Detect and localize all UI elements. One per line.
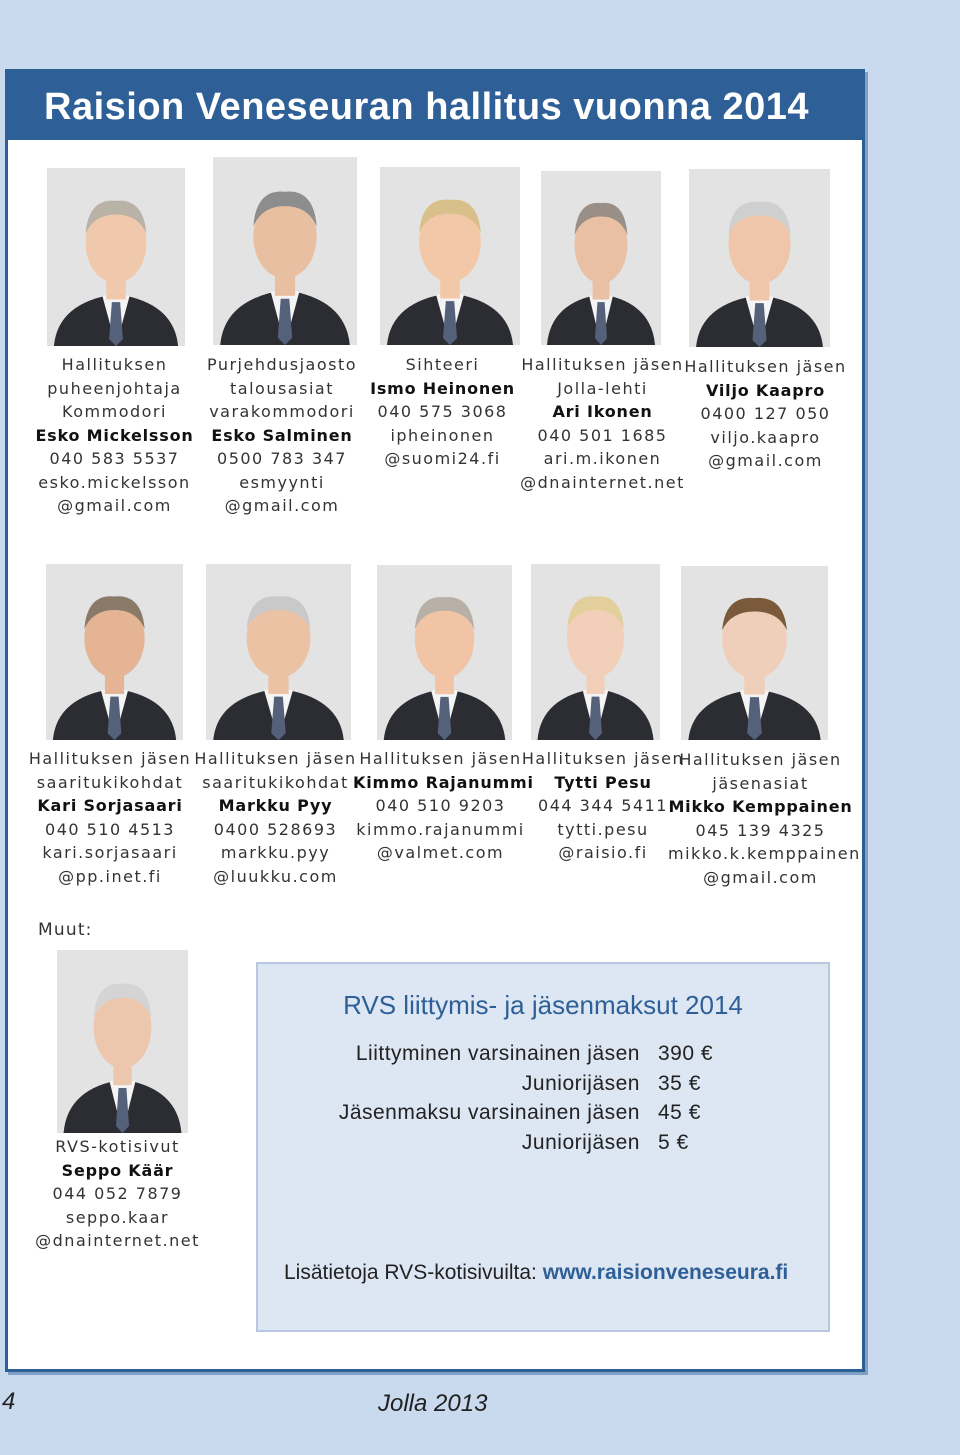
person-name: Seppo Käär [61, 1160, 174, 1180]
email-line[interactable]: @gmail.com [708, 451, 823, 470]
email-line[interactable]: @gmail.com [224, 496, 340, 515]
email-line[interactable]: @gmail.com [703, 867, 818, 887]
phone-number: 0500 783 347 [217, 449, 347, 468]
phone-number: 0400 528693 [213, 819, 338, 839]
email-line[interactable]: markku.pyy [220, 843, 331, 862]
photo-markku-pyy [206, 564, 351, 740]
photo-seppo-kaar [57, 950, 188, 1133]
person-name: Kimmo Rajanummi [353, 772, 534, 792]
email-line[interactable]: @dnainternet.net [35, 1231, 200, 1250]
fee-label: Liittyminen varsinainen jäsen [355, 1042, 640, 1065]
portrait-silhouette [46, 564, 183, 740]
role-line: varakommodori [209, 402, 355, 421]
role-line: jäsenasiat [712, 773, 809, 793]
page-number: 4 [2, 1388, 16, 1415]
portrait-silhouette [206, 564, 351, 740]
portrait-silhouette [380, 167, 520, 345]
email-line[interactable]: esmyynti [239, 472, 325, 492]
person-name: Viljo Kaapro [705, 380, 826, 400]
person-info-muut [30, 1135, 205, 1253]
person-name: Kari Sorjasaari [37, 796, 183, 815]
portrait-silhouette [47, 168, 185, 346]
role-line: saaritukikohdat [36, 772, 184, 792]
portrait-silhouette [57, 950, 188, 1133]
photo-esko-salminen [213, 157, 357, 345]
phone-number: 045 139 4325 [695, 820, 826, 840]
fees-box [256, 962, 830, 1332]
role-line: Purjehdusjaosto [206, 355, 358, 374]
phone-number: 040 583 5537 [49, 449, 180, 468]
email-line[interactable]: @gmail.com [57, 496, 172, 515]
email-line[interactable]: @suomi24.fi [384, 449, 501, 468]
fee-label: Jäsenmaksu varsinainen jäsen [338, 1101, 640, 1124]
role-line: Hallituksen jäsen [679, 750, 842, 769]
email-line[interactable]: viljo.kaapro [710, 427, 821, 447]
person-name: Markku Pyy [218, 796, 333, 815]
role-line: Jolla-lehti [557, 378, 648, 398]
photo-esko-mickelsson [47, 168, 185, 346]
phone-number: 044 052 7879 [52, 1184, 183, 1203]
phone-number: 040 510 9203 [375, 796, 506, 815]
email-line[interactable]: esko.mickelsson [38, 472, 191, 492]
photo-kari-sorjasaari [46, 564, 183, 740]
email-line[interactable]: ari.m.ikonen [543, 449, 662, 468]
role-line: saaritukikohdat [202, 772, 349, 792]
email-line[interactable]: @dnainternet.net [520, 472, 685, 492]
email-line[interactable]: kari.sorjasaari [42, 843, 178, 862]
email-line[interactable]: tytti.pesu [557, 819, 649, 839]
title-bar [8, 72, 862, 140]
email-line[interactable]: kimmo.rajanummi [356, 819, 525, 839]
person-name: Mikko Kemppainen [668, 797, 853, 816]
role-line: Hallituksen jäsen [521, 355, 684, 374]
phone-number: 040 510 4513 [45, 819, 175, 839]
fee-amount: 5 € [658, 1131, 689, 1154]
person-info-3 [360, 353, 525, 471]
person-info-4 [520, 353, 685, 494]
photo-mikko-kemppainen [681, 566, 828, 740]
fee-amount: 45 € [658, 1101, 701, 1124]
person-name: Esko Salminen [211, 425, 353, 445]
role-line: Hallituksen [61, 355, 168, 374]
role-line: puheenjohtaja [47, 378, 182, 398]
role-line: talousasiat [230, 378, 334, 398]
email-line[interactable]: @pp.inet.fi [58, 866, 162, 886]
role-line: Sihteeri [405, 355, 480, 374]
phone-number: 040 501 1685 [537, 425, 668, 445]
photo-ismo-heinonen [380, 167, 520, 345]
phone-number: 040 575 3068 [377, 402, 508, 421]
person-info-1 [22, 353, 207, 518]
person-info-10 [668, 748, 861, 889]
portrait-silhouette [213, 157, 357, 345]
person-name: Ismo Heinonen [370, 378, 515, 398]
phone-number: 0400 127 050 [700, 404, 831, 423]
person-info-8 [353, 747, 534, 865]
person-info-2 [192, 353, 372, 518]
photo-ari-ikonen [541, 171, 661, 345]
person-name: Esko Mickelsson [35, 425, 194, 445]
footer-publication: Jolla 2013 [378, 1390, 488, 1417]
page-title: Raision Veneseuran hallitus vuonna 2014 [44, 86, 809, 128]
role-line: Hallituksen jäsen [521, 749, 685, 768]
photo-viljo-kaapro [689, 169, 830, 347]
portrait-silhouette [689, 169, 830, 347]
fee-amount: 35 € [658, 1072, 701, 1095]
person-info-7 [188, 747, 363, 888]
fee-label: Juniorijäsen [521, 1131, 640, 1154]
more-info [284, 1261, 788, 1285]
portrait-silhouette [531, 564, 660, 740]
photo-tytti-pesu [531, 564, 660, 740]
fee-label: Juniorijäsen [521, 1072, 640, 1095]
portrait-silhouette [681, 566, 828, 740]
email-line[interactable]: @raisio.fi [558, 843, 648, 862]
photo-kimmo-rajanummi [377, 565, 512, 740]
role-line: Hallituksen jäsen [684, 357, 847, 376]
person-name: Tytti Pesu [554, 772, 652, 792]
muut-label: Muut: [38, 920, 93, 940]
fee-amount: 390 € [658, 1042, 714, 1065]
portrait-silhouette [541, 171, 661, 345]
role-line: Kommodori [62, 402, 167, 421]
person-info-5 [683, 355, 848, 473]
email-line[interactable]: seppo.kaar [65, 1207, 170, 1227]
fees-title: RVS liittymis- ja jäsenmaksut 2014 [343, 990, 743, 1020]
phone-number: 044 344 5411 [538, 796, 668, 815]
email-line[interactable]: mikko.k.kemppainen [668, 844, 861, 863]
email-line[interactable]: @valmet.com [376, 843, 505, 862]
person-info-9 [518, 747, 688, 865]
role-line: Hallituksen jäsen [194, 749, 357, 768]
person-info-6 [20, 747, 200, 888]
website-link[interactable]: www.raisionveneseura.fi [542, 1261, 789, 1284]
portrait-silhouette [377, 565, 512, 740]
more-info-label: Lisätietoja RVS-kotisivuilta: [284, 1261, 537, 1284]
email-line[interactable]: ipheinonen [390, 425, 495, 445]
role-line: RVS-kotisivut [55, 1137, 180, 1156]
role-line: Hallituksen jäsen [28, 749, 192, 768]
person-name: Ari Ikonen [552, 402, 653, 421]
role-line: Hallituksen jäsen [359, 749, 522, 768]
email-line[interactable]: @luukku.com [213, 866, 338, 886]
